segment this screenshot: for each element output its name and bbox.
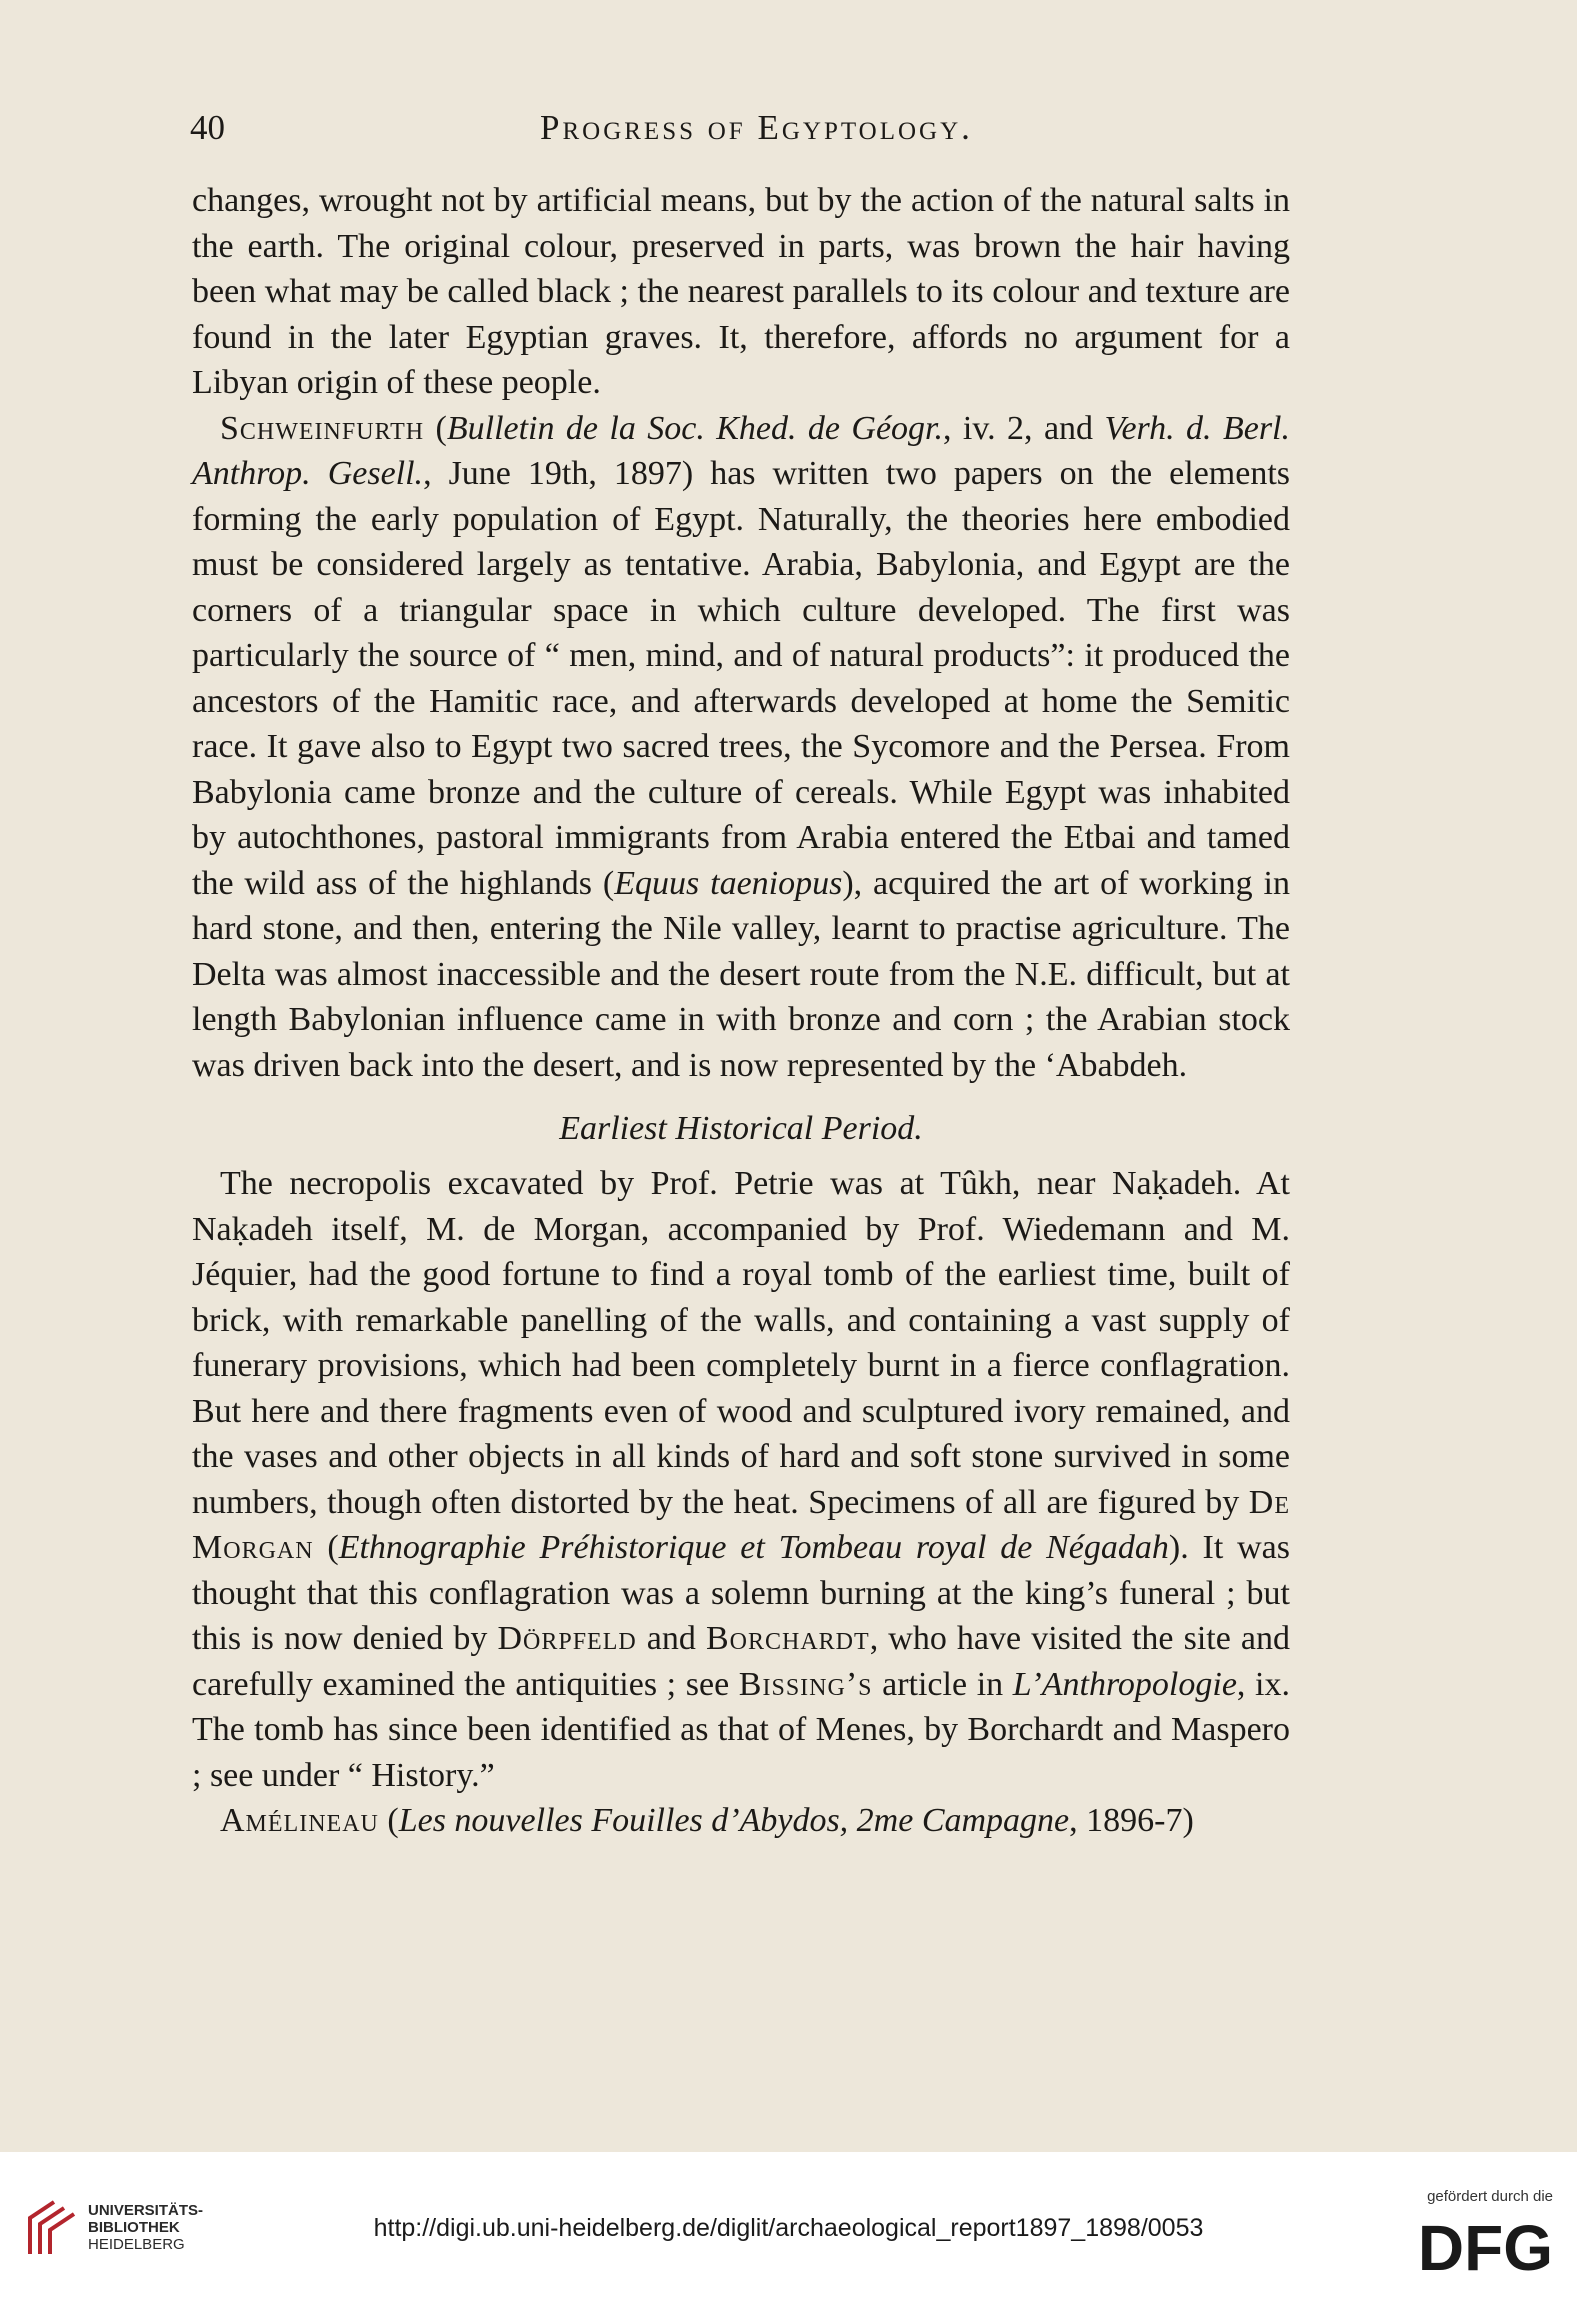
- library-name-line: BIBLIOTHEK: [88, 2219, 180, 2236]
- species-name: Equus taeniopus: [614, 864, 843, 902]
- dfg-logo-icon: [1403, 2210, 1553, 2280]
- text-run: , iv. 2, and: [943, 409, 1105, 447]
- library-name-line: HEIDELBERG: [88, 2236, 185, 2253]
- text-run: The necropolis excavated by Prof. Petrie was at Tûkh, near Naḳadeh. At Naḳadeh itself, M. de Morgan, accompanied by Prof. Wiedemann and M. Jéquier, had the good fortune to find a royal tomb of the earliest time, built of brick, with remarkable panelling of the walls, and containing a vast supply of funerary provisions, which had been completely burnt in a fierce conflagration. But here and there fragments even of wood and sculptured ivory remained, and the vases and other objects in all kinds of hard and soft stone survived in some numbers, though often distorted by the heat. Specimens of all are figured by: [192, 1165, 1290, 1521]
- text-run: , 1896-7): [1069, 1802, 1194, 1839]
- text-run: and: [636, 1620, 706, 1657]
- citation: Ethnographie Préhistorique et Tombeau royal de Négadah: [338, 1529, 1169, 1566]
- text-run: , ix. The tomb has since been identified as that of Menes, by Borchardt and Maspero ; see under “ History.”: [192, 1665, 1290, 1794]
- citation: Bulletin de la Soc. Khed. de Géogr.: [446, 409, 944, 447]
- permalink-url[interactable]: http://digi.ub.uni-heidelberg.de/diglit/archaeological_report1897_1898/0053: [373, 2214, 1204, 2242]
- text-run: ), acquired the art of working in hard stone, and then, entering the Nile valley, learnt to practise agriculture. The Delta was almost inaccessible and the desert route from the N.E. difficult, but at length Babylonian influence came in with bronze and corn ; the Arabian stock was driven back into the desert, and is now represented by the ‘Ababdeh.: [192, 864, 1290, 1084]
- text-run: (: [378, 1802, 399, 1839]
- text-run: , June 19th, 1897) has written two papers on the elements forming the early population of Egypt. Naturally, the theories here embodied must be considered largely as tentative. Arabia, Babylonia, and Egypt are the corners of a triangular space in which culture developed. The first was particularly the source of “ men, mind, and of natural products”: it produced the ancestors of the Hamitic race, and afterwards developed at home the Semitic race. It gave also to Egypt two sacred trees, the Sycomore and the Persea. From Babylonia came bronze and the culture of cereals. While Egypt was inhabited by autochthones, pastoral immigrants from Arabia entered the Etbai and tamed the wild ass of the highlands (: [192, 455, 1290, 902]
- section-heading: Earliest Historical Period.: [559, 1110, 923, 1147]
- library-name-line: UNIVERSITÄTS-: [88, 2202, 204, 2219]
- author-name: Schweinfurth: [220, 409, 425, 447]
- running-title: Progress of Egyptology.: [540, 108, 973, 147]
- author-name: De Morgan: [192, 1483, 1290, 1566]
- text-run: (: [424, 409, 447, 447]
- paragraph-4: [192, 1798, 1290, 1844]
- running-head: [190, 108, 1290, 158]
- text-run: (: [313, 1529, 339, 1566]
- author-name: Bissing’s: [738, 1665, 873, 1703]
- page-number: 40: [190, 108, 225, 147]
- author-name: Dörpfeld: [497, 1620, 637, 1657]
- paragraph-1: changes, wrought not by artificial means, but by the action of the natural salts in the earth. The original colour, preserved in parts, was brown the hair having been what may be called black ; the nearest parallels to its colour and texture are found in the later Egyptian graves. It, therefore, affords no argument for a Libyan origin of these people.: [192, 182, 1290, 401]
- text-run: ). It was thought that this conflagration was a solemn burning at the king’s funeral ; but this is now denied by: [192, 1529, 1290, 1657]
- text-run: , who have visited the site and carefully examined the antiquities ; see: [192, 1620, 1290, 1703]
- citation: Les nouvelles Fouilles d’Abydos, 2me Campagne: [398, 1802, 1070, 1839]
- dfg-logo-text: DFG: [1417, 2212, 1553, 2280]
- paragraph-2: [192, 406, 1290, 1089]
- author-name: Amélineau: [220, 1802, 379, 1839]
- author-name: Borchardt: [705, 1620, 870, 1657]
- sponsor-text: gefördert durch die: [1427, 2188, 1553, 2205]
- text-run: article in: [872, 1665, 1013, 1703]
- digitization-footer: [0, 2152, 1577, 2302]
- citation: Verh. d. Berl. Anthrop. Gesell.: [192, 409, 1290, 492]
- citation: L’Anthropologie: [1012, 1665, 1237, 1703]
- body-text: [192, 178, 1290, 1844]
- paragraph-3: [192, 1161, 1290, 1798]
